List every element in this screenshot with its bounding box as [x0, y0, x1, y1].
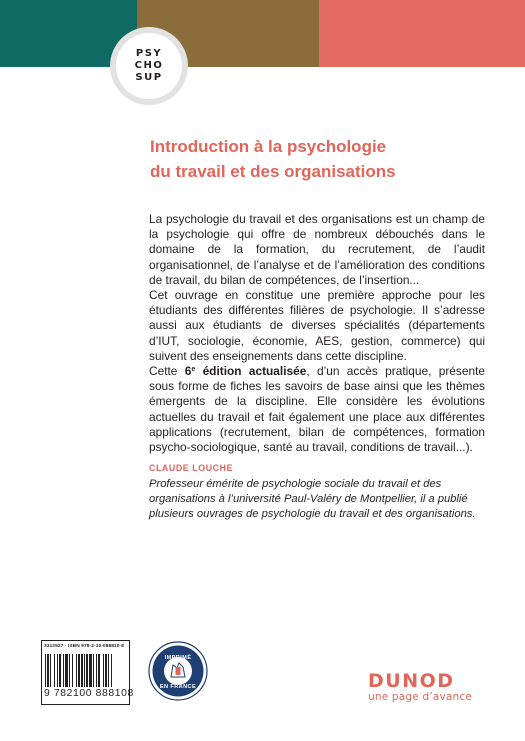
collection-logo [110, 27, 188, 105]
barcode-bar [50, 654, 51, 687]
barcode-bar [76, 654, 77, 687]
barcode-bars [45, 654, 126, 687]
barcode-bar [45, 654, 46, 687]
logo-line-1: PSY [135, 48, 163, 59]
barcode-bar [47, 654, 49, 687]
barcode-bar [108, 654, 109, 687]
barcode-bar [96, 654, 97, 687]
edition-number: 6 [184, 364, 192, 379]
barcode-bar [54, 654, 55, 687]
barcode-bar [78, 654, 80, 687]
book-description [149, 212, 485, 455]
description-p3-prefix: Cette [149, 364, 185, 379]
edition-highlight [185, 364, 307, 378]
book-title-line-2: du travail et des organisations [150, 162, 396, 181]
description-p3-rest: , d’un accès pratique, présente sous forme de fiches les savoirs de base ainsi que les thèmes émergents de la discipline. Elle considère les évolutions actuelles du travail et fait également une place aux différentes applications (recrutement, bilan de compétences, formation psycho-sociologique, santé au travail, conditions de travail...). [149, 364, 486, 455]
book-title-line-1: Introduction à la psychologie [150, 137, 387, 156]
publisher-tagline: une page d’avance [368, 691, 473, 703]
author-bio: Professeur émérite de psychologie sociale du travail et des organisations à l’université Paul-Valéry de Montpellier, il a publié plusieurs ouvrages de psychologie du travail et des organisations. [149, 478, 476, 521]
header-band-coral [319, 0, 525, 67]
seal-bottom-text: EN FRANCE [159, 684, 197, 690]
barcode-bar [59, 654, 61, 687]
description-paragraph-3 [149, 364, 485, 455]
edition-suffix: e [191, 366, 196, 374]
barcode-bar [72, 654, 73, 687]
barcode-bar [89, 654, 92, 687]
barcode-bar [103, 654, 104, 687]
seal-graphic [148, 641, 208, 701]
logo-line-3: SUP [135, 72, 163, 83]
isbn-code-line: 3312927 · ISBN 978-2-10-088810-8 [44, 644, 125, 649]
barcode-bar [65, 654, 68, 687]
barcode-bar [105, 654, 107, 687]
barcode-bar [63, 654, 64, 687]
printed-in-france-seal [148, 641, 208, 701]
barcode-number: 9 782100 888108 [44, 688, 134, 699]
barcode-bar [84, 654, 85, 687]
barcode-bar [98, 654, 100, 687]
barcode-bar [86, 654, 88, 687]
publisher-logo: DUNOD [368, 670, 455, 692]
barcode-bar [57, 654, 58, 687]
isbn-barcode [41, 640, 134, 705]
description-paragraph-1: La psychologie du travail et des organisations est un champ de la psychologie qui offre de nombreux débouchés dans le domaine de la formation, du recrutement, de l’audit organisationnel, de l’analyse et de l’amélioration des conditions de travail, du bilan de compétences, de l’insertion... [149, 212, 485, 287]
logo-line-2: CHO [134, 60, 164, 71]
barcode-bar [93, 654, 94, 687]
edition-text: édition actualisée [195, 364, 307, 379]
description-paragraph-2: Cet ouvrage en constitue une première approche pour les étudiants des différentes filières de psychologie. Il s’adresse aussi aux étudiants de diverses spécialités (départements d’IUT, sociologie, économie, AES, gestion, commerce) qui suivent des enseignements dans cette discipline. [149, 288, 485, 363]
barcode-bar [81, 654, 83, 687]
book-title [150, 134, 490, 184]
barcode-bar [111, 654, 112, 687]
author-name: CLAUDE LOUCHE [149, 463, 234, 473]
barcode-bar [69, 654, 70, 687]
seal-top-text: IMPRIMÉ [164, 655, 192, 661]
collection-logo-text [116, 33, 182, 99]
